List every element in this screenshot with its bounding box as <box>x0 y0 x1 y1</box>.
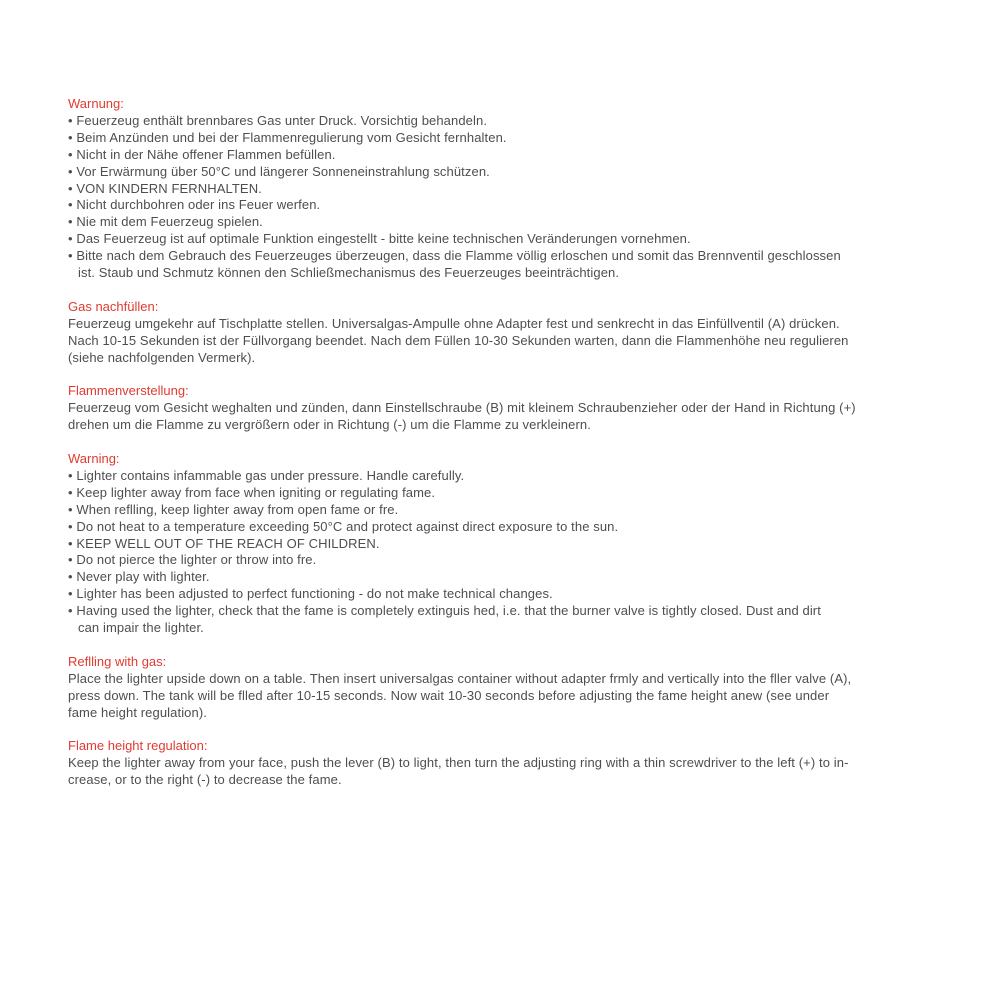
section-flammenverstellung <box>68 383 960 434</box>
section-heading: Warnung: <box>68 96 124 111</box>
section-refilling-with-gas <box>68 654 960 722</box>
section-warning-en <box>68 451 960 637</box>
text-line: Feuerzeug vom Gesicht weghalten und zünden, dann Einstellschraube (B) mit kleinem Schraubenzieher oder der Hand in Richtung (+) <box>68 400 856 416</box>
text-line: • Nicht durchbohren oder ins Feuer werfen. <box>68 197 321 213</box>
text-line: • VON KINDERN FERNHALTEN. <box>68 180 262 196</box>
text-line: • Beim Anzünden und bei der Flammenregulierung vom Gesicht fernhalten. <box>68 129 507 145</box>
text-line: drehen um die Flamme zu vergrößern oder in Richtung (-) um die Flamme zu verkleinern. <box>68 417 591 433</box>
sections-container <box>68 96 960 789</box>
text-line: press down. The tank will be flled after 10-15 seconds. Now wait 10-30 seconds before adjusting the fame height anew (see under <box>68 687 830 703</box>
section-gas-nachfuellen <box>68 299 960 367</box>
section-heading: Flammenverstellung: <box>68 383 189 399</box>
text-line: (siehe nachfolgenden Vermerk). <box>68 349 256 365</box>
text-line: fame height regulation). <box>68 704 207 720</box>
text-line: crease, or to the right (-) to decrease the fame. <box>68 772 342 788</box>
text-line: • Nie mit dem Feuerzeug spielen. <box>68 214 263 230</box>
text-line: • Lighter has been adjusted to perfect functioning - do not make technical changes. <box>68 586 553 602</box>
section-heading: Warning: <box>68 450 120 466</box>
text-line: • Having used the lighter, check that the fame is completely extinguis hed, i.e. that the burner valve is tightly closed. Dust and dirt <box>68 603 821 619</box>
text-line: Feuerzeug umgekehr auf Tischplatte stellen. Universalgas-Ampulle ohne Adapter fest und senkrecht in das Einfüllventil (A) drücken. <box>68 315 840 331</box>
text-line: • Vor Erwärmung über 50°C und längerer Sonneneinstrahlung schützen. <box>68 163 490 179</box>
text-line: • Bitte nach dem Gebrauch des Feuerzeuges überzeugen, dass die Flamme völlig erloschen und somit das Brennventil geschlossen <box>68 248 841 264</box>
section-heading: Reflling with gas: <box>68 653 167 669</box>
text-line: • When reflling, keep lighter away from open fame or fre. <box>68 501 399 517</box>
text-line: Nach 10-15 Sekunden ist der Füllvorgang beendet. Nach dem Füllen 10-30 Sekunden warten, dann die Flammenhöhe neu regulieren <box>68 332 849 348</box>
text-line: ist. Staub und Schmutz können den Schließmechanismus des Feuerzeuges beeinträchtigen. <box>78 265 620 281</box>
section-heading: Flame height regulation: <box>68 738 208 754</box>
text-line: Keep the lighter away from your face, push the lever (B) to light, then turn the adjusting ring with a thin screwdriver to the left (+) to in- <box>68 755 849 771</box>
text-line: • Lighter contains infammable gas under pressure. Handle carefully. <box>68 467 465 483</box>
text-line: • Never play with lighter. <box>68 569 210 585</box>
text-line: • Do not pierce the lighter or throw into fre. <box>68 552 317 568</box>
text-line: • Do not heat to a temperature exceeding 50°C and protect against direct exposure to the sun. <box>68 518 619 534</box>
text-line: • Das Feuerzeug ist auf optimale Funktion eingestellt - bitte keine technischen Veränderungen vornehmen. <box>68 231 691 247</box>
section-heading: Gas nachfüllen: <box>68 298 159 314</box>
text-line: • Feuerzeug enthält brennbares Gas unter Druck. Vorsichtig behandeln. <box>68 112 488 128</box>
text-line: • Nicht in der Nähe offener Flammen befüllen. <box>68 146 336 162</box>
text-line: Place the lighter upside down on a table. Then insert universalgas container without adapter frmly and vertically into the fller valve (A), <box>68 670 852 686</box>
section-flame-height-regulation <box>68 738 960 789</box>
section-warnung-de <box>68 96 960 282</box>
text-line: • KEEP WELL OUT OF THE REACH OF CHILDREN. <box>68 535 380 551</box>
text-line: can impair the lighter. <box>78 620 204 636</box>
text-line: • Keep lighter away from face when igniting or regulating fame. <box>68 484 436 500</box>
